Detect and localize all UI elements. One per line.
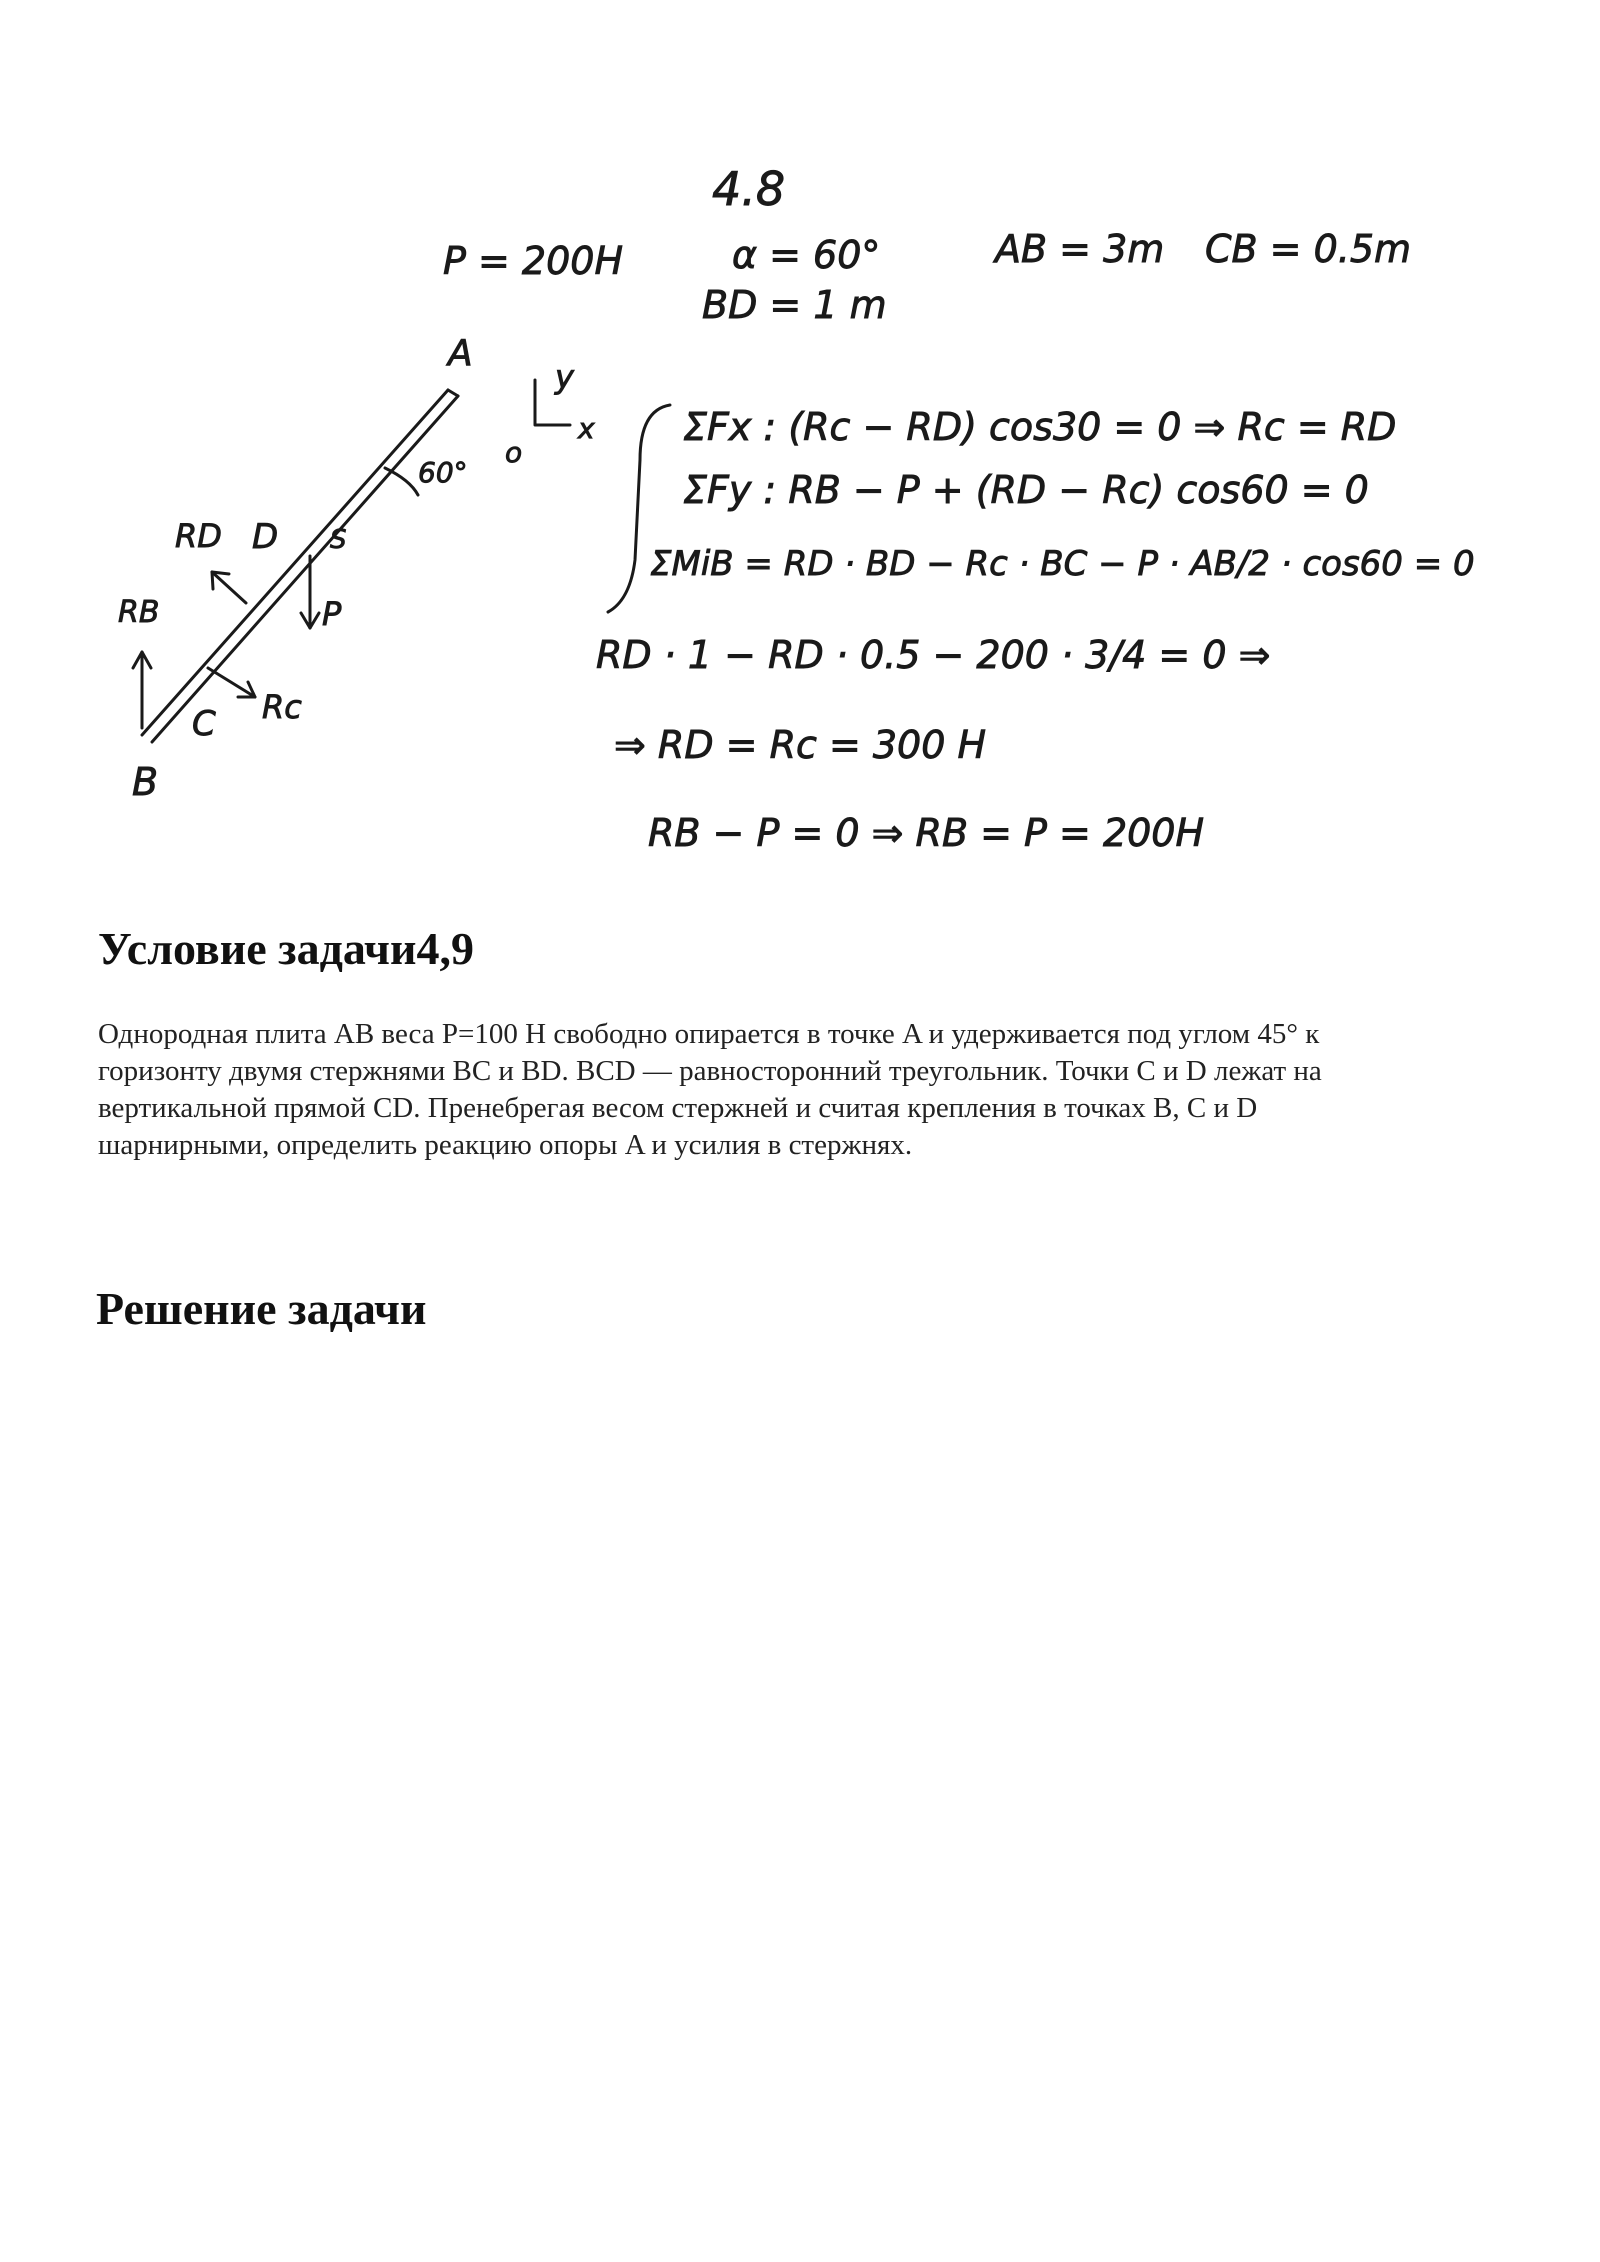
equation-line: ΣFx : (Rc − RD) cos30 = 0 ⇒ Rc = RD	[683, 405, 1397, 449]
equation-line: ⇒ RD = Rc = 300 H	[614, 723, 987, 767]
label-p: P	[322, 595, 342, 633]
equation-line: ΣFy : RB − P + (RD − Rc) cos60 = 0	[683, 468, 1369, 512]
label-angle: 60°	[418, 456, 468, 489]
label-s: S	[330, 525, 347, 555]
given-ab: AB = 3m	[995, 227, 1165, 271]
label-o: o	[505, 436, 523, 469]
label-a: A	[448, 333, 473, 374]
angle-arc	[385, 468, 418, 495]
handwritten-solution-sketch	[0, 0, 1600, 900]
condition-text	[98, 1016, 1518, 1164]
label-rb: RB	[118, 595, 160, 630]
condition-line: вертикальной прямой CD. Пренебрегая весом стержней и считая крепления в точках B, C и D	[98, 1092, 1258, 1124]
equation-line: RB − P = 0 ⇒ RB = P = 200H	[648, 811, 1205, 855]
given-p: P = 200H	[443, 239, 624, 283]
solution-heading: Решение задачи	[96, 1283, 427, 1334]
label-rc: Rc	[262, 688, 302, 726]
arrow-p-icon	[301, 556, 319, 628]
problem-number: 4.8	[712, 162, 786, 216]
arrow-rb-icon	[133, 652, 151, 728]
label-y: y	[555, 358, 574, 396]
label-rd: RD	[175, 517, 222, 555]
given-cb: CB = 0.5m	[1205, 227, 1412, 271]
equation-line: RD · 1 − RD · 0.5 − 200 · 3/4 = 0 ⇒	[596, 633, 1271, 677]
arrow-rd-icon	[212, 572, 246, 603]
condition-line: горизонту двумя стержнями BC и BD. BCD — равносторонний треугольник. Точки C и D лежат на	[98, 1055, 1322, 1087]
arrow-rc-icon	[208, 668, 255, 697]
label-d: D	[252, 517, 279, 557]
label-b: B	[132, 760, 159, 804]
condition-line: Однородная плита AB веса P=100 Н свободно опирается в точке A и удерживается под углом 45° к	[98, 1018, 1320, 1050]
given-bd: BD = 1 m	[702, 283, 887, 327]
condition-line: шарнирными, определить реакцию опоры A и усилия в стержнях.	[98, 1129, 913, 1161]
label-x: x	[578, 412, 595, 445]
label-c: C	[192, 704, 216, 744]
given-alpha: α = 60°	[732, 233, 881, 277]
condition-heading: Условие задачи4,9	[98, 923, 474, 974]
equation-line: ΣMiB = RD · BD − Rc · BC − P · AB/2 · cos60 = 0	[650, 544, 1475, 584]
